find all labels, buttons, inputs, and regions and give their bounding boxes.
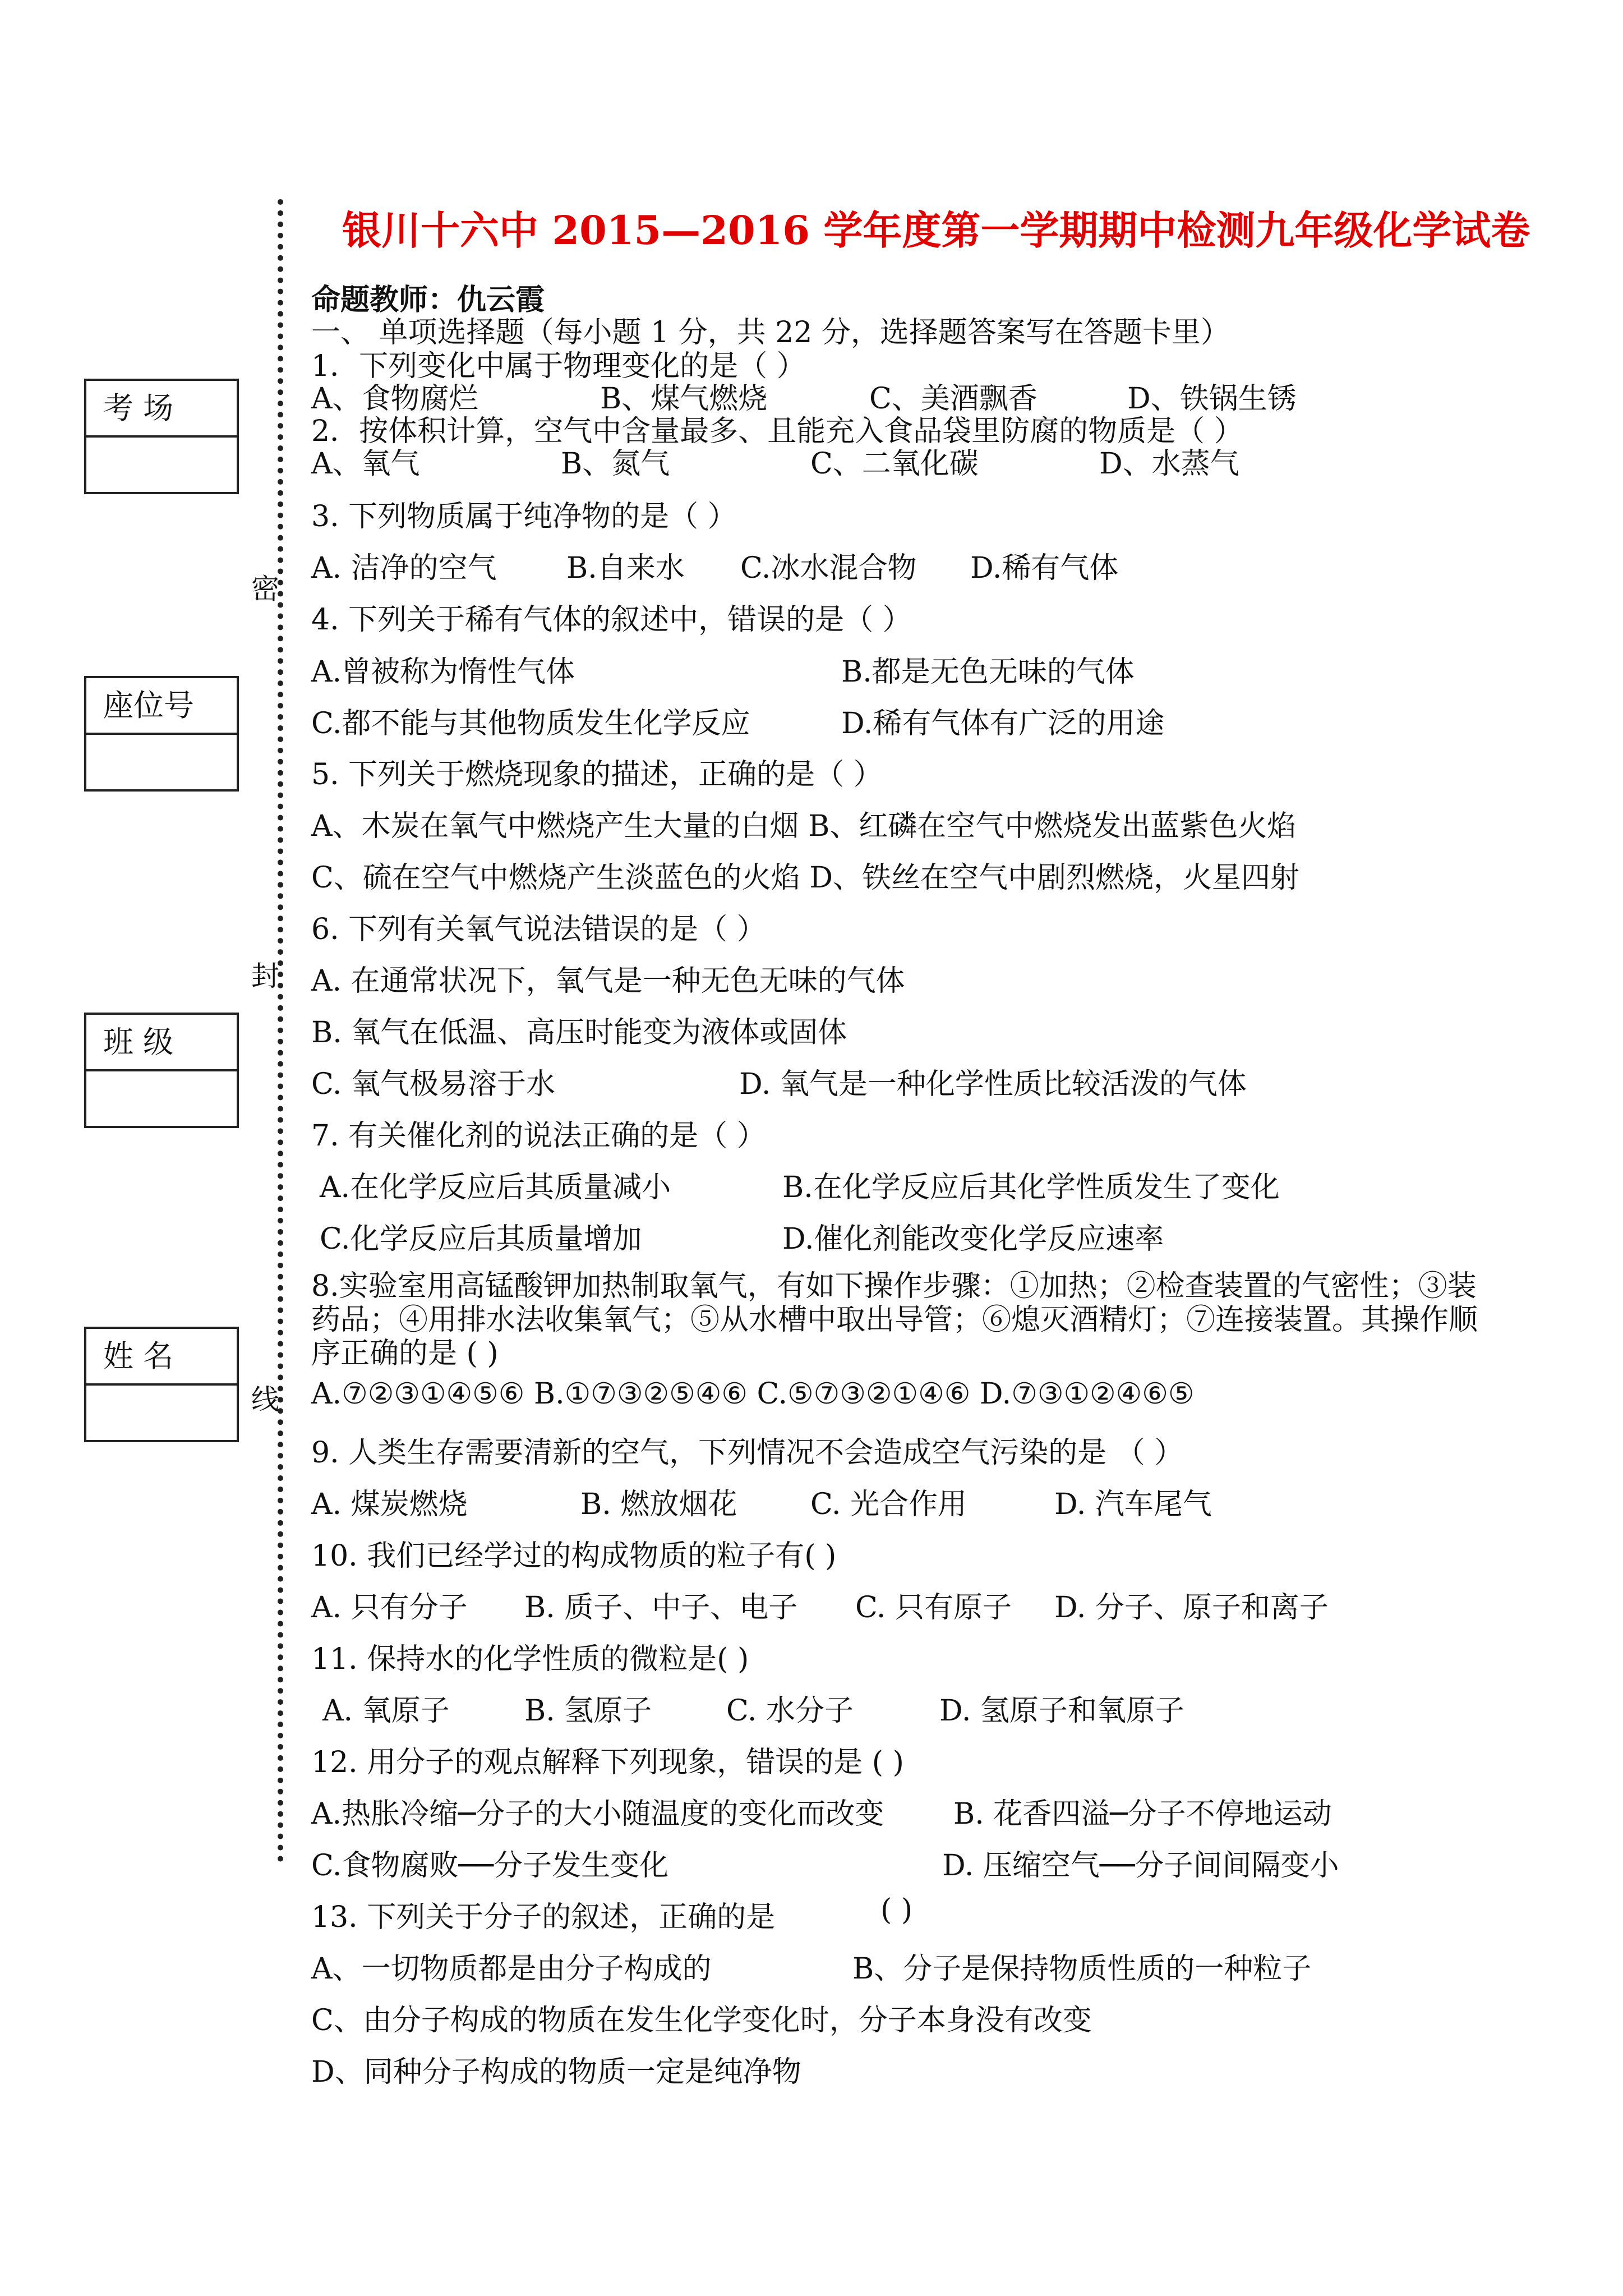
- text-line: D. 氢原子和氧原子: [939, 1694, 1184, 1728]
- text-line: A. 在通常状况下，氧气是一种无色无味的气体: [311, 964, 905, 998]
- text-line: A.曾被称为惰性气体: [311, 655, 575, 689]
- class-field[interactable]: [86, 1071, 237, 1126]
- text-line: D. 压缩空气──分子间间隔变小: [942, 1849, 1339, 1883]
- text-line: A、食物腐烂: [311, 382, 478, 416]
- text-line: C.冰水混合物: [740, 551, 917, 585]
- text-line: C. 氧气极易溶于水: [311, 1068, 555, 1101]
- text-line: D、同种分子构成的物质一定是纯净物: [311, 2055, 801, 2089]
- text-line: B. 氧气在低温、高压时能变为液体或固体: [311, 1016, 847, 1050]
- text-line: B、氮气: [561, 447, 670, 481]
- text-line: 6. 下列有关氧气说法错误的是（ ）: [311, 913, 766, 946]
- class-box: [84, 1013, 239, 1128]
- seal-char-mi: 密: [251, 573, 279, 605]
- text-line: B.都是无色无味的气体: [841, 655, 1135, 689]
- text-line: A、一切物质都是由分子构成的: [311, 1952, 712, 1986]
- text-line: D、铁锅生锈: [1127, 382, 1297, 416]
- text-line: 10. 我们已经学过的构成物质的粒子有( ): [311, 1539, 837, 1573]
- seat-number-label: 座位号: [86, 678, 237, 735]
- teacher-line: 命题教师：仇云霞: [311, 283, 545, 317]
- text-line: D. 汽车尾气: [1054, 1488, 1212, 1521]
- text-line: C. 水分子: [726, 1694, 854, 1728]
- text-line: A. 氧原子: [322, 1694, 450, 1728]
- text-line: 5. 下列关于燃烧现象的描述，正确的是（ ）: [311, 758, 883, 792]
- exam-title: 银川十六中 2015—2016 学年度第一学期期中检测九年级化学试卷: [342, 207, 1530, 254]
- seat-number-field[interactable]: [86, 735, 237, 789]
- seal-char-xian: 线: [251, 1383, 279, 1416]
- name-box: [84, 1327, 239, 1442]
- text-line: C.食物腐败──分子发生变化: [311, 1849, 669, 1883]
- exam-room-box: [84, 379, 239, 494]
- text-line: B.自来水: [566, 551, 685, 585]
- text-line: B. 质子、中子、电子: [524, 1591, 798, 1625]
- text-line: B. 花香四溢─分子不停地运动: [953, 1797, 1332, 1831]
- text-line: 13. 下列关于分子的叙述，正确的是: [311, 1901, 776, 1934]
- text-line: 7. 有关催化剂的说法正确的是（ ）: [311, 1119, 766, 1153]
- name-label: 姓 名: [86, 1329, 237, 1386]
- text-line: D. 分子、原子和离子: [1054, 1591, 1329, 1625]
- text-line: D、水蒸气: [1099, 447, 1239, 481]
- text-line: 9. 人类生存需要清新的空气，下列情况不会造成空气污染的是 （ ）: [311, 1436, 1184, 1470]
- text-line: D.催化剂能改变化学反应速率: [782, 1222, 1164, 1256]
- text-line: A、木炭在氧气中燃烧产生大量的白烟 B、红磷在空气中燃烧发出蓝紫色火焰: [311, 809, 1297, 843]
- text-line: C、由分子构成的物质在发生化学变化时，分子本身没有改变: [311, 2004, 1092, 2037]
- seal-dotted-line: [278, 199, 283, 1862]
- text-line: A. 洁净的空气: [311, 551, 497, 585]
- text-line: 2．按体积计算，空气中含量最多、且能充入食品袋里防腐的物质是（ ）: [311, 415, 1243, 448]
- text-line: 一、 单项选择题（每小题 1 分，共 22 分，选择题答案写在答题卡里）: [311, 316, 1230, 349]
- text-line: A.热胀冷缩─分子的大小随温度的变化而改变: [311, 1797, 884, 1831]
- text-line: 11. 保持水的化学性质的微粒是( ): [311, 1642, 749, 1676]
- text-line: C.都不能与其他物质发生化学反应: [311, 707, 750, 740]
- text-line: A.⑦②③①④⑤⑥ B.①⑦③②⑤④⑥ C.⑤⑦③②①④⑥ D.⑦③①②④⑥⑤: [311, 1377, 1195, 1411]
- text-line: A、氧气: [311, 447, 420, 481]
- text-line: C. 光合作用: [810, 1488, 967, 1521]
- text-line: 4. 下列关于稀有气体的叙述中，错误的是（ ）: [311, 603, 912, 637]
- text-line: B.在化学反应后其化学性质发生了变化: [782, 1171, 1280, 1204]
- text-line: 12. 用分子的观点解释下列现象，错误的是 ( ): [311, 1746, 904, 1779]
- text-line: B. 氢原子: [524, 1694, 652, 1728]
- text-line: C、二氧化碳: [810, 447, 979, 481]
- text-line: D.稀有气体有广泛的用途: [841, 707, 1165, 740]
- text-line: 3. 下列物质属于纯净物的是（ ）: [311, 500, 737, 533]
- seat-number-box: [84, 676, 239, 792]
- text-line: C. 只有原子: [855, 1591, 1012, 1625]
- text-line: D.稀有气体: [970, 551, 1119, 585]
- text-line: 1．下列变化中属于物理变化的是（ ）: [311, 349, 806, 383]
- text-line: B、分子是保持物质性质的一种粒子: [852, 1952, 1312, 1986]
- text-line: C.化学反应后其质量增加: [320, 1222, 642, 1256]
- text-line: ( ): [880, 1893, 913, 1927]
- seal-char-feng: 封: [251, 960, 279, 992]
- text-line: C、硫在空气中燃烧产生淡蓝色的火焰 D、铁丝在空气中剧烈燃烧，火星四射: [311, 861, 1300, 895]
- exam-room-label: 考 场: [86, 381, 237, 438]
- text-line: 药品；④用排水法收集氧气；⑤从水槽中取出导管；⑥熄灭酒精灯；⑦连接装置。其操作顺: [311, 1303, 1478, 1337]
- text-line: B. 燃放烟花: [580, 1488, 737, 1521]
- text-line: 序正确的是 ( ): [311, 1337, 499, 1370]
- text-line: C、美酒飘香: [869, 382, 1038, 416]
- text-line: A.在化学反应后其质量减小: [320, 1171, 671, 1204]
- text-line: 8.实验室用高锰酸钾加热制取氧气，有如下操作步骤：①加热；②检查装置的气密性；③装: [311, 1269, 1477, 1303]
- text-line: A. 煤炭燃烧: [311, 1488, 468, 1521]
- text-line: B、煤气燃烧: [600, 382, 768, 416]
- name-field[interactable]: [86, 1386, 237, 1440]
- text-line: D. 氧气是一种化学性质比较活泼的气体: [739, 1068, 1247, 1101]
- text-line: A. 只有分子: [311, 1591, 468, 1625]
- exam-room-field[interactable]: [86, 438, 237, 492]
- class-label: 班 级: [86, 1015, 237, 1071]
